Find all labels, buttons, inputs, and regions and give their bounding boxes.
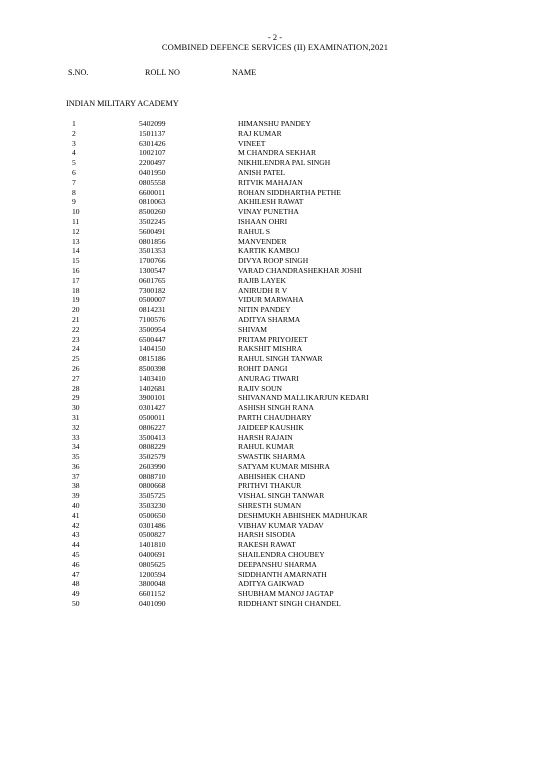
serial-number: 33 — [72, 432, 80, 442]
table-row — [0, 325, 550, 335]
serial-number: 14 — [72, 246, 80, 256]
serial-number: 16 — [72, 265, 80, 275]
candidate-name: ANISH PATEL — [238, 167, 286, 177]
table-row — [0, 227, 550, 237]
serial-number: 21 — [72, 314, 80, 324]
table-row — [0, 129, 550, 139]
candidate-name: SHRESTH SUMAN — [238, 501, 302, 511]
roll-number: 1700766 — [139, 256, 166, 266]
serial-number: 38 — [72, 481, 80, 491]
table-row — [0, 335, 550, 345]
roll-number: 5600491 — [139, 226, 166, 236]
candidate-name: SHIVANAND MALLIKARJUN KEDARI — [238, 393, 369, 403]
serial-number: 5 — [72, 158, 76, 168]
roll-number: 8500398 — [139, 363, 166, 373]
roll-number: 0810063 — [139, 197, 166, 207]
roll-number: 1403410 — [139, 373, 166, 383]
candidate-name: SATYAM KUMAR MISHRA — [238, 461, 330, 471]
serial-number: 2 — [72, 128, 76, 138]
table-row — [0, 158, 550, 168]
roll-number: 2603990 — [139, 461, 166, 471]
table-row — [0, 511, 550, 521]
serial-number: 13 — [72, 236, 80, 246]
candidate-name: HARSH RAJAIN — [238, 432, 293, 442]
roll-number: 7100576 — [139, 314, 166, 324]
table-row — [0, 188, 550, 198]
roll-number: 0500007 — [139, 295, 166, 305]
candidate-name: DIVYA ROOP SINGH — [238, 256, 309, 266]
roll-number: 0500011 — [139, 412, 166, 422]
candidate-name: PARTH CHAUDHARY — [238, 412, 312, 422]
serial-number: 36 — [72, 461, 80, 471]
candidate-list — [0, 119, 550, 609]
roll-number: 0401950 — [139, 167, 166, 177]
table-row — [0, 501, 550, 511]
serial-number: 35 — [72, 452, 80, 462]
table-row — [0, 197, 550, 207]
serial-number: 7 — [72, 177, 76, 187]
roll-number: 0808710 — [139, 471, 166, 481]
serial-number: 4 — [72, 148, 76, 158]
table-row — [0, 403, 550, 413]
table-row — [0, 413, 550, 423]
candidate-name: RAHUL SINGH TANWAR — [238, 354, 323, 364]
candidate-name: VISHAL SINGH TANWAR — [238, 491, 325, 501]
table-row — [0, 433, 550, 443]
serial-number: 9 — [72, 197, 76, 207]
serial-number: 22 — [72, 324, 80, 334]
serial-number: 8 — [72, 187, 76, 197]
roll-number: 7300182 — [139, 285, 166, 295]
candidate-name: RAJ KUMAR — [238, 128, 282, 138]
roll-number: 3500954 — [139, 324, 166, 334]
roll-number: 0500827 — [139, 530, 166, 540]
candidate-name: ASHISH SINGH RANA — [238, 403, 314, 413]
candidate-name: SWASTIK SHARMA — [238, 452, 306, 462]
roll-number: 3501353 — [139, 246, 166, 256]
roll-number: 0814231 — [139, 305, 166, 315]
candidate-name: HARSH SISODIA — [238, 530, 296, 540]
roll-number: 0400691 — [139, 550, 166, 560]
roll-number: 6500447 — [139, 334, 166, 344]
roll-number: 1300547 — [139, 265, 166, 275]
roll-number: 0500650 — [139, 510, 166, 520]
candidate-name: RAKSHIT MISHRA — [238, 344, 303, 354]
roll-number: 3505725 — [139, 491, 166, 501]
candidate-name: NITIN PANDEY — [238, 305, 291, 315]
table-row — [0, 207, 550, 217]
table-row — [0, 452, 550, 462]
candidate-name: KARTIK KAMBOJ — [238, 246, 300, 256]
candidate-name: VINEET — [238, 138, 266, 148]
roll-number: 0808229 — [139, 442, 166, 452]
serial-number: 46 — [72, 559, 80, 569]
candidate-name: RAKESH RAWAT — [238, 540, 296, 550]
serial-number: 47 — [72, 569, 80, 579]
candidate-name: SHAILENDRA CHOUBEY — [238, 550, 325, 560]
table-row — [0, 530, 550, 540]
serial-number: 26 — [72, 363, 80, 373]
roll-number: 1404150 — [139, 344, 166, 354]
candidate-name: SHIVAM — [238, 324, 267, 334]
roll-number: 0805625 — [139, 559, 166, 569]
table-row — [0, 276, 550, 286]
table-row — [0, 148, 550, 158]
candidate-name: MANVENDER — [238, 236, 287, 246]
serial-number: 39 — [72, 491, 80, 501]
serial-number: 40 — [72, 501, 80, 511]
candidate-name: ROHIT DANGI — [238, 363, 288, 373]
candidate-name: ISHAAN OHRI — [238, 216, 288, 226]
roll-number: 1002107 — [139, 148, 166, 158]
candidate-name: JAIDEEP KAUSHIK — [238, 422, 304, 432]
table-row — [0, 168, 550, 178]
roll-number: 0301427 — [139, 403, 166, 413]
serial-number: 23 — [72, 334, 80, 344]
serial-number: 6 — [72, 167, 76, 177]
serial-number: 11 — [72, 216, 80, 226]
candidate-name: RAJIB LAYEK — [238, 275, 287, 285]
roll-number: 3900101 — [139, 393, 166, 403]
table-row — [0, 589, 550, 599]
table-row — [0, 491, 550, 501]
header-sno: S.NO. — [68, 68, 89, 77]
page-number: - 2 - — [267, 32, 283, 42]
table-row — [0, 246, 550, 256]
table-row — [0, 393, 550, 403]
serial-number: 43 — [72, 530, 80, 540]
table-row — [0, 344, 550, 354]
serial-number: 31 — [72, 412, 80, 422]
candidate-name: DESHMUKH ABHISHEK MADHUKAR — [238, 510, 368, 520]
roll-number: 3502245 — [139, 216, 166, 226]
serial-number: 45 — [72, 550, 80, 560]
serial-number: 37 — [72, 471, 80, 481]
table-row — [0, 472, 550, 482]
roll-number: 5402099 — [139, 119, 166, 128]
serial-number: 18 — [72, 285, 80, 295]
table-row — [0, 237, 550, 247]
candidate-name: M CHANDRA SEKHAR — [238, 148, 317, 158]
candidate-name: RAHUL S — [238, 226, 270, 236]
serial-number: 42 — [72, 520, 80, 530]
roll-number: 1501137 — [139, 128, 166, 138]
table-row — [0, 217, 550, 227]
table-row — [0, 364, 550, 374]
serial-number: 25 — [72, 354, 80, 364]
table-row — [0, 315, 550, 325]
candidate-name: RAJIV SOUN — [238, 383, 282, 393]
table-row — [0, 521, 550, 531]
roll-number: 0800668 — [139, 481, 166, 491]
serial-number: 27 — [72, 373, 80, 383]
table-row — [0, 599, 550, 609]
serial-number: 32 — [72, 422, 80, 432]
serial-number: 49 — [72, 589, 80, 599]
roll-number: 0806227 — [139, 422, 166, 432]
roll-number: 3800048 — [139, 579, 166, 589]
candidate-name: RAHUL KUMAR — [238, 442, 295, 452]
roll-number: 1402681 — [139, 383, 166, 393]
serial-number: 10 — [72, 207, 80, 217]
serial-number: 19 — [72, 295, 80, 305]
table-row — [0, 354, 550, 364]
roll-number: 1200594 — [139, 569, 166, 579]
table-row — [0, 462, 550, 472]
roll-number: 0801856 — [139, 236, 166, 246]
candidate-name: VINAY PUNETHA — [238, 207, 299, 217]
table-row — [0, 550, 550, 560]
serial-number: 48 — [72, 579, 80, 589]
table-row — [0, 119, 550, 129]
section-heading: INDIAN MILITARY ACADEMY — [66, 99, 179, 108]
table-row — [0, 560, 550, 570]
roll-number: 1401810 — [139, 540, 166, 550]
serial-number: 41 — [72, 510, 80, 520]
table-row — [0, 286, 550, 296]
table-row — [0, 178, 550, 188]
candidate-name: VARAD CHANDRASHEKHAR JOSHI — [238, 265, 362, 275]
roll-number: 6600011 — [139, 187, 166, 197]
candidate-name: RITVIK MAHAJAN — [238, 177, 303, 187]
serial-number: 1 — [72, 119, 76, 128]
candidate-name: ANIRUDH R V — [238, 285, 288, 295]
table-row — [0, 295, 550, 305]
roll-number: 3500413 — [139, 432, 166, 442]
roll-number: 3503230 — [139, 501, 166, 511]
serial-number: 20 — [72, 305, 80, 315]
header-name: NAME — [232, 68, 257, 77]
roll-number: 0601765 — [139, 275, 166, 285]
candidate-name: VIDUR MARWAHA — [238, 295, 304, 305]
candidate-name: RIDDHANT SINGH CHANDEL — [238, 599, 341, 609]
candidate-name: DEEPANSHU SHARMA — [238, 559, 317, 569]
serial-number: 17 — [72, 275, 80, 285]
candidate-name: ADITYA SHARMA — [238, 314, 301, 324]
serial-number: 24 — [72, 344, 80, 354]
table-row — [0, 540, 550, 550]
table-row — [0, 384, 550, 394]
roll-number: 2200497 — [139, 158, 166, 168]
candidate-name: PRITHVI THAKUR — [238, 481, 302, 491]
roll-number: 6301426 — [139, 138, 166, 148]
candidate-name: SIDDHANTH AMARNATH — [238, 569, 327, 579]
document-title: COMBINED DEFENCE SERVICES (II) EXAMINATION,2021 — [161, 42, 389, 52]
serial-number: 30 — [72, 403, 80, 413]
table-row — [0, 139, 550, 149]
serial-number: 3 — [72, 138, 76, 148]
candidate-name: VIBHAV KUMAR YADAV — [238, 520, 324, 530]
candidate-name: NIKHILENDRA PAL SINGH — [238, 158, 331, 168]
table-row — [0, 579, 550, 589]
candidate-name: ADITYA GAIKWAD — [238, 579, 305, 589]
table-row — [0, 374, 550, 384]
serial-number: 34 — [72, 442, 80, 452]
header-roll-no: ROLL NO — [145, 68, 180, 77]
table-row — [0, 256, 550, 266]
candidate-name: ANURAG TIWARI — [238, 373, 299, 383]
serial-number: 44 — [72, 540, 80, 550]
serial-number: 29 — [72, 393, 80, 403]
roll-number: 0401090 — [139, 599, 166, 609]
roll-number: 6601152 — [139, 589, 166, 599]
serial-number: 15 — [72, 256, 80, 266]
candidate-name: ROHAN SIDDHARTHA PETHE — [238, 187, 341, 197]
candidate-name: ABHISHEK CHAND — [238, 471, 306, 481]
roll-number: 0805558 — [139, 177, 166, 187]
serial-number: 12 — [72, 226, 80, 236]
table-row — [0, 266, 550, 276]
table-row — [0, 442, 550, 452]
candidate-name: SHUBHAM MANOJ JAGTAP — [238, 589, 334, 599]
table-row — [0, 481, 550, 491]
roll-number: 8500260 — [139, 207, 166, 217]
table-row — [0, 423, 550, 433]
serial-number: 50 — [72, 599, 80, 609]
candidate-name: PRITAM PRIYOJEET — [238, 334, 308, 344]
table-row — [0, 570, 550, 580]
table-row — [0, 305, 550, 315]
candidate-name: HIMANSHU PANDEY — [238, 119, 311, 128]
roll-number: 0301486 — [139, 520, 166, 530]
roll-number: 3502579 — [139, 452, 166, 462]
serial-number: 28 — [72, 383, 80, 393]
candidate-name: AKHILESH RAWAT — [238, 197, 304, 207]
roll-number: 0815186 — [139, 354, 166, 364]
